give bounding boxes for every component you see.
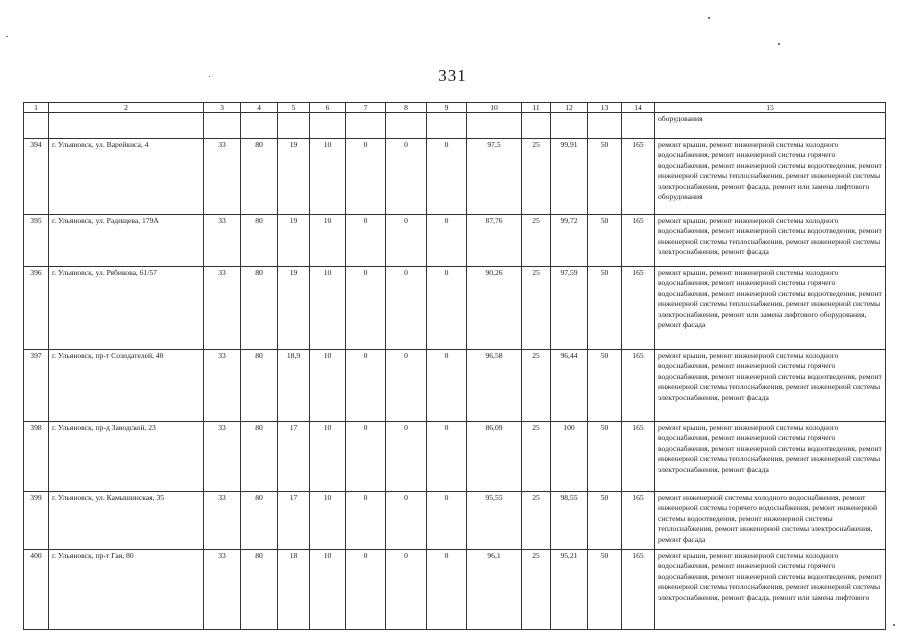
column-header: 14 bbox=[622, 103, 655, 113]
value-cell: 95,21 bbox=[551, 550, 588, 630]
value-cell: 165 bbox=[622, 422, 655, 492]
value-cell: 50 bbox=[588, 267, 622, 350]
value-cell: 33 bbox=[204, 139, 241, 215]
value-cell: 0 bbox=[427, 267, 467, 350]
value-cell: 99,72 bbox=[551, 215, 588, 267]
table-row bbox=[24, 492, 886, 550]
value-cell: 25 bbox=[522, 350, 551, 422]
value-cell: 96,58 bbox=[467, 350, 522, 422]
scan-speck bbox=[708, 17, 710, 19]
value-cell: 0 bbox=[427, 422, 467, 492]
value-cell: 25 bbox=[522, 215, 551, 267]
value-cell: 90,26 bbox=[467, 267, 522, 350]
value-cell: 0 bbox=[346, 267, 386, 350]
value-cell: 86,09 bbox=[467, 422, 522, 492]
scan-speck bbox=[778, 43, 780, 45]
value-cell: 96,44 bbox=[551, 350, 588, 422]
value-cell: 0 bbox=[427, 350, 467, 422]
address-cell: г. Ульяновск, пр-т Созидателей, 40 bbox=[49, 350, 204, 422]
works-cell: ремонт крыши, ремонт инженерной системы холодного водоснабжения, ремонт инженерной системы горячего водоснабжения, ремонт инженерной системы водоотведения, ремонт инженерной системы теплоснабжения, ремонт инженерной системы электроснабжения, ремонт или замена лифтового оборудования, ремонт фасада bbox=[655, 267, 886, 350]
value-cell: 33 bbox=[204, 422, 241, 492]
works-cell: ремонт инженерной системы холодного водоснабжения, ремонт инженерной системы горячего водоснабжения, ремонт инженерной системы водоотведения, ремонт инженерной системы теплоснабжения, ремонт инженерной системы электроснабжения, ремонт фасада bbox=[655, 492, 886, 550]
value-cell: 95,55 bbox=[467, 492, 522, 550]
value-cell: 97,5 bbox=[467, 139, 522, 215]
value-cell: 80 bbox=[241, 350, 278, 422]
column-header: 9 bbox=[427, 103, 467, 113]
address-cell: г. Ульяновск, ул. Радищева, 179А bbox=[49, 215, 204, 267]
value-cell: 33 bbox=[204, 350, 241, 422]
table-row bbox=[24, 215, 886, 267]
works-cell: ремонт крыши, ремонт инженерной системы холодного водоснабжения, ремонт инженерной системы водоотведения, ремонт инженерной системы теплоснабжения, ремонт инженерной системы электроснабжения, ремонт фасада bbox=[655, 215, 886, 267]
value-cell: 19 bbox=[278, 267, 310, 350]
row-number: 398 bbox=[24, 422, 49, 492]
value-cell: 25 bbox=[522, 267, 551, 350]
value-cell: 10 bbox=[310, 492, 346, 550]
value-cell: 19 bbox=[278, 215, 310, 267]
value-cell: 25 bbox=[522, 550, 551, 630]
value-cell: 100 bbox=[551, 422, 588, 492]
value-cell: 25 bbox=[522, 422, 551, 492]
row-number: 395 bbox=[24, 215, 49, 267]
value-cell: 165 bbox=[622, 215, 655, 267]
value-cell: 0 bbox=[427, 215, 467, 267]
scan-speck bbox=[209, 76, 210, 77]
value-cell: 0 bbox=[346, 215, 386, 267]
value-cell: 0 bbox=[386, 267, 427, 350]
value-cell: 0 bbox=[427, 139, 467, 215]
column-header: 11 bbox=[522, 103, 551, 113]
value-cell: 10 bbox=[310, 267, 346, 350]
row-number: 394 bbox=[24, 139, 49, 215]
row-number: 399 bbox=[24, 492, 49, 550]
value-cell: 10 bbox=[310, 422, 346, 492]
repair-program-table bbox=[23, 102, 886, 630]
column-header: 8 bbox=[386, 103, 427, 113]
column-header: 3 bbox=[204, 103, 241, 113]
value-cell: 80 bbox=[241, 550, 278, 630]
works-cell: оборудования bbox=[655, 113, 886, 139]
value-cell: 18 bbox=[278, 550, 310, 630]
table-row bbox=[24, 350, 886, 422]
value-cell: 80 bbox=[241, 139, 278, 215]
value-cell: 10 bbox=[310, 139, 346, 215]
value-cell: 80 bbox=[241, 422, 278, 492]
value-cell: 0 bbox=[346, 550, 386, 630]
column-header: 6 bbox=[310, 103, 346, 113]
value-cell: 96,1 bbox=[467, 550, 522, 630]
value-cell: 25 bbox=[522, 492, 551, 550]
table-row bbox=[24, 550, 886, 630]
value-cell: 0 bbox=[427, 550, 467, 630]
value-cell: 0 bbox=[346, 422, 386, 492]
value-cell: 98,55 bbox=[551, 492, 588, 550]
column-header: 10 bbox=[467, 103, 522, 113]
column-header: 15 bbox=[655, 103, 886, 113]
value-cell: 50 bbox=[588, 215, 622, 267]
continuation-row bbox=[24, 113, 886, 139]
value-cell: 0 bbox=[346, 350, 386, 422]
value-cell: 165 bbox=[622, 139, 655, 215]
value-cell: 0 bbox=[346, 139, 386, 215]
value-cell: 19 bbox=[278, 139, 310, 215]
value-cell: 25 bbox=[522, 139, 551, 215]
scan-speck bbox=[6, 36, 8, 37]
value-cell: 33 bbox=[204, 267, 241, 350]
value-cell: 0 bbox=[427, 492, 467, 550]
value-cell: 10 bbox=[310, 350, 346, 422]
value-cell: 50 bbox=[588, 422, 622, 492]
value-cell: 0 bbox=[386, 492, 427, 550]
column-header: 7 bbox=[346, 103, 386, 113]
value-cell: 0 bbox=[386, 422, 427, 492]
table-row bbox=[24, 422, 886, 492]
value-cell: 80 bbox=[241, 215, 278, 267]
column-header: 5 bbox=[278, 103, 310, 113]
row-number: 400 bbox=[24, 550, 49, 630]
value-cell: 97,59 bbox=[551, 267, 588, 350]
value-cell: 165 bbox=[622, 350, 655, 422]
value-cell: 99,91 bbox=[551, 139, 588, 215]
value-cell: 33 bbox=[204, 550, 241, 630]
value-cell: 50 bbox=[588, 350, 622, 422]
value-cell: 33 bbox=[204, 492, 241, 550]
scan-speck bbox=[893, 624, 895, 626]
value-cell: 33 bbox=[204, 215, 241, 267]
value-cell: 50 bbox=[588, 492, 622, 550]
value-cell: 165 bbox=[622, 267, 655, 350]
column-header: 2 bbox=[49, 103, 204, 113]
row-number: 397 bbox=[24, 350, 49, 422]
works-cell: ремонт крыши, ремонт инженерной системы холодного водоснабжения, ремонт инженерной системы горячего водоснабжения, ремонт инженерной системы водоотведения, ремонт инженерной системы теплоснабжения, ремонт инженерной системы электроснабжения, ремонт фасада bbox=[655, 350, 886, 422]
value-cell: 165 bbox=[622, 492, 655, 550]
value-cell: 17 bbox=[278, 422, 310, 492]
value-cell: 50 bbox=[588, 139, 622, 215]
value-cell: 0 bbox=[386, 215, 427, 267]
value-cell: 0 bbox=[386, 550, 427, 630]
value-cell: 0 bbox=[346, 492, 386, 550]
column-header: 12 bbox=[551, 103, 588, 113]
column-header: 1 bbox=[24, 103, 49, 113]
table-row bbox=[24, 139, 886, 215]
address-cell: г. Ульяновск, пр-д Заводской, 23 bbox=[49, 422, 204, 492]
value-cell: 10 bbox=[310, 215, 346, 267]
address-cell: г. Ульяновск, ул. Рябикова, 61/57 bbox=[49, 267, 204, 350]
works-cell: ремонт крыши, ремонт инженерной системы холодного водоснабжения, ремонт инженерной системы горячего водоснабжения, ремонт инженерной системы водоотведения, ремонт инженерной системы теплоснабжения, ремонт инженерной системы электроснабжения, ремонт фасада, ремонт или замена лифтового оборудования bbox=[655, 139, 886, 215]
value-cell: 0 bbox=[386, 139, 427, 215]
column-number-row bbox=[24, 103, 886, 113]
value-cell: 17 bbox=[278, 492, 310, 550]
value-cell: 50 bbox=[588, 550, 622, 630]
column-header: 4 bbox=[241, 103, 278, 113]
value-cell: 18,9 bbox=[278, 350, 310, 422]
works-cell: ремонт крыши, ремонт инженерной системы холодного водоснабжения, ремонт инженерной системы горячего водоснабжения, ремонт инженерной системы водоотведения, ремонт инженерной системы теплоснабжения, ремонт инженерной системы электроснабжения, ремонт фасада, ремонт или замена лифтового bbox=[655, 550, 886, 630]
value-cell: 80 bbox=[241, 267, 278, 350]
row-number: 396 bbox=[24, 267, 49, 350]
value-cell: 87,76 bbox=[467, 215, 522, 267]
value-cell: 0 bbox=[386, 350, 427, 422]
value-cell: 80 bbox=[241, 492, 278, 550]
value-cell: 165 bbox=[622, 550, 655, 630]
address-cell: г. Ульяновск, пр-т Гая, 80 bbox=[49, 550, 204, 630]
address-cell: г. Ульяновск, ул. Камышинская, 35 bbox=[49, 492, 204, 550]
table-row bbox=[24, 267, 886, 350]
page-number: 331 bbox=[438, 66, 467, 85]
works-cell: ремонт крыши, ремонт инженерной системы холодного водоснабжения, ремонт инженерной системы горячего водоснабжения, ремонт инженерной системы водоотведения, ремонт инженерной системы теплоснабжения, ремонт инженерной системы электроснабжения, ремонт фасада bbox=[655, 422, 886, 492]
value-cell: 10 bbox=[310, 550, 346, 630]
address-cell: г. Ульяновск, ул. Варейкиса, 4 bbox=[49, 139, 204, 215]
column-header: 13 bbox=[588, 103, 622, 113]
